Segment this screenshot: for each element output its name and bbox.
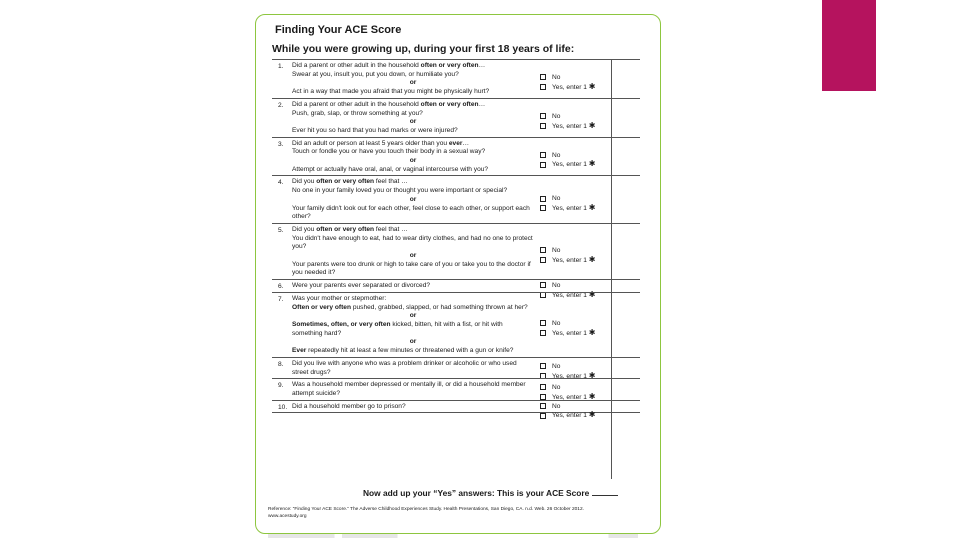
asterisk-icon: ✱ [588,370,596,380]
question-number: 1. [278,63,284,70]
question-number: 10. [278,403,288,411]
question-row [272,59,640,98]
asterisk-icon: ✱ [588,410,596,420]
question-number: 7. [278,295,284,303]
yes-label: Yes, enter 1 [552,372,589,380]
or-label: or [409,118,417,126]
asterisk-icon: ✱ [588,327,596,337]
answer-options [540,320,595,338]
question-text: Was a household member depressed or mentally ill, or did a household member attempt suicide? [292,381,526,397]
question-text: Did an adult or person at least 5 years older than you ever… Touch or fondle you or have you touch their body in a sexual way? or Attempt or actually have oral, anal, or vaginal intercourse with you? [292,138,534,176]
yes-label: Yes, enter 1 [552,412,589,420]
or-label: or [409,338,417,346]
question-number: 3. [278,140,284,148]
no-checkbox[interactable] [540,282,546,288]
no-checkbox[interactable] [540,247,546,253]
no-checkbox[interactable] [540,113,546,119]
question-text: Did a parent or other adult in the household often or very often… Push, grab, slap, or throw something at you? or Ever hit you so hard that you had marks or were injured? [292,99,534,137]
form-subtitle: While you were growing up, during your first 18 years of life: [272,43,575,55]
question-table [272,59,640,420]
no-checkbox[interactable] [540,363,546,369]
no-label: No [552,151,561,159]
yes-checkbox[interactable] [540,162,546,168]
reference [268,507,638,520]
question-row [272,175,640,223]
no-checkbox[interactable] [540,196,546,202]
score-total-text: Now add up your “Yes” answers: This is your ACE Score [363,488,590,498]
question-text: Did you often or very often feel that … You didn't have enough to eat, had to wear dirty clothes, and had no one to protect you? or Your parents were too drunk or high to take care of you or take you to the doctor if you needed it? [292,225,533,277]
page-title: Finding Your ACE Score [275,24,402,36]
no-label: No [552,112,561,120]
yes-checkbox[interactable] [540,413,546,419]
asterisk-icon: ✱ [588,203,596,213]
yes-label: Yes, enter 1 [552,83,589,91]
question-row [272,400,640,420]
answer-options [540,152,595,170]
no-checkbox[interactable] [540,384,546,390]
asterisk-icon: ✱ [588,254,596,264]
no-label: No [552,195,561,203]
asterisk-icon: ✱ [588,391,596,401]
no-checkbox[interactable] [540,320,546,326]
yes-label: Yes, enter 1 [552,161,589,169]
answer-options [540,247,595,265]
question-number: 9. [278,382,284,390]
question-row [272,378,640,399]
question-number: 6. [278,283,284,291]
no-label: No [552,319,561,327]
yes-checkbox[interactable] [540,123,546,129]
or-label: or [409,195,417,203]
footer-faint [268,534,638,538]
yes-checkbox[interactable] [540,257,546,263]
question-number: 8. [278,360,284,368]
question-number: 4. [278,179,284,187]
no-label: No [552,246,561,254]
no-label: No [552,362,561,370]
no-label: No [552,384,561,392]
no-label: No [552,402,561,410]
question-text: Did you often or very often feel that … No one in your family loved you or thought you were important or special? or Your family didn't look out for each other, feel close to each other, or support each other? [292,176,534,223]
no-label: No [552,74,561,81]
question-row [272,357,640,378]
question-row [272,137,640,176]
reference-text: Reference: “Finding Your ACE Score.” The Adverse Childhood Experiences Study. Health Presentations, San Diego, CA. n.d. Web. 26 October 2012. [268,507,584,512]
yes-label: Yes, enter 1 [552,291,589,299]
or-label: or [409,312,417,320]
or-label: or [409,79,417,87]
question-text: Did a parent or other adult in the household often or very often… Swear at you, insult you, put you down, or humiliate you? or Act in a way that made you afraid that you might be physically hurt? [292,60,534,98]
or-label: or [409,157,417,165]
reference-url: www.acestudy.org [268,513,307,519]
score-blank[interactable] [592,495,618,496]
question-row [272,223,640,279]
question-text: Did you live with anyone who was a problem drinker or alcoholic or who used street drugs? [292,359,517,376]
accent-block [822,0,876,91]
yes-checkbox[interactable] [540,330,546,336]
question-text: Did a household member go to prison? [292,402,406,410]
yes-label: Yes, enter 1 [552,256,589,264]
yes-label: Yes, enter 1 [552,393,589,401]
question-number: 2. [278,101,284,109]
or-label: or [409,252,417,260]
yes-label: Yes, enter 1 [552,329,589,337]
answer-options [540,403,595,421]
question-row [272,98,640,137]
answer-options [540,113,595,131]
answer-options [540,74,595,92]
answer-options [540,195,595,213]
yes-label: Yes, enter 1 [552,122,589,130]
yes-checkbox[interactable] [540,205,546,211]
question-row [272,279,640,299]
no-checkbox[interactable] [540,403,546,409]
yes-checkbox[interactable] [540,84,546,90]
asterisk-icon: ✱ [588,159,596,169]
asterisk-icon: ✱ [588,81,596,91]
question-text: Was your mother or stepmother: Often or very often pushed, grabbed, slapped, or had something thrown at her? or Sometimes, often, or very often kicked, bitten, hit with a fist, or hit with something hard? or Ever repeatedly hit at least a few minutes or threatened with a gun or knife? [292,293,534,357]
asterisk-icon: ✱ [588,289,596,299]
question-text: Were your parents ever separated or divorced? [292,282,431,290]
no-checkbox[interactable] [540,74,546,80]
question-row [272,289,640,357]
asterisk-icon: ✱ [588,120,596,130]
score-total-line [363,488,618,498]
question-number: 5. [278,226,284,234]
no-label: No [552,282,561,290]
column-divider [611,59,612,479]
yes-label: Yes, enter 1 [552,205,589,213]
no-checkbox[interactable] [540,152,546,158]
